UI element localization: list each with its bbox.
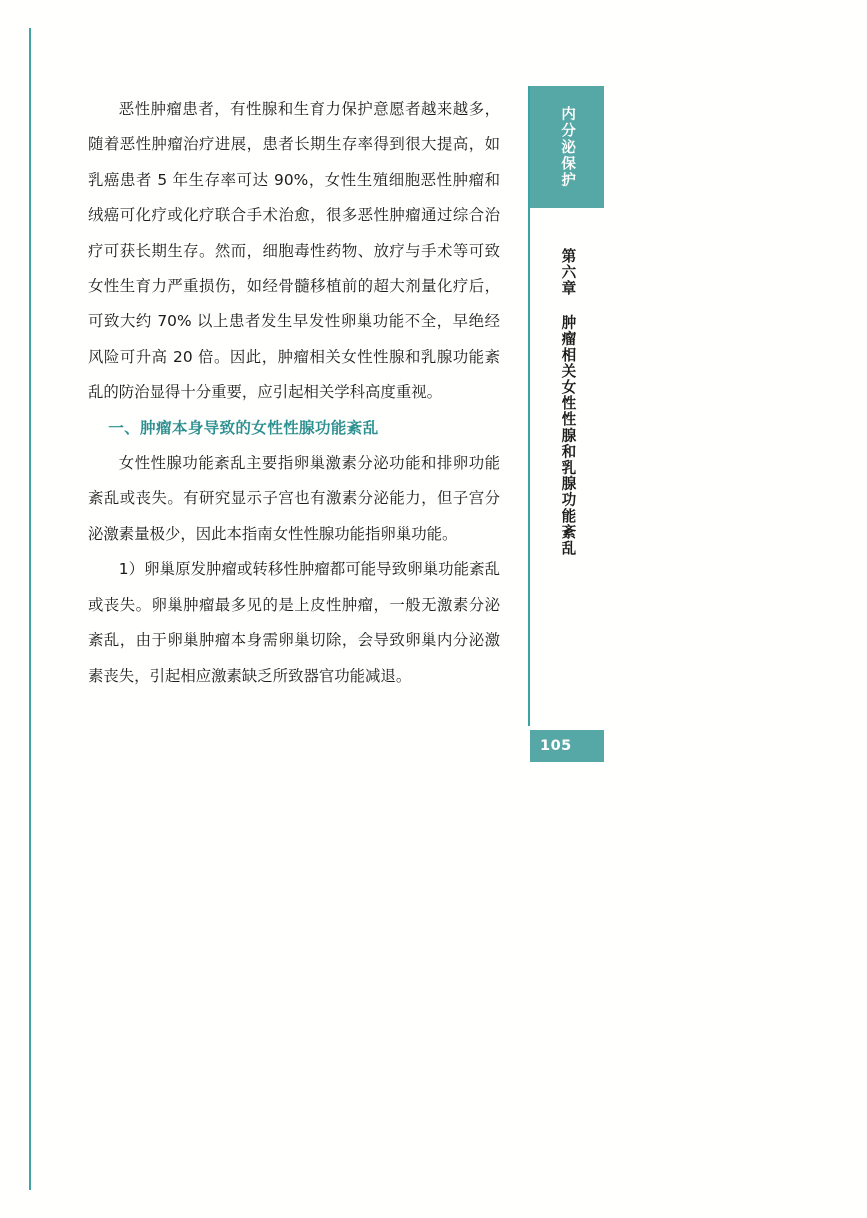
side-chapter-title	[530, 248, 604, 556]
paragraph-item-1: 1）卵巢原发肿瘤或转移性肿瘤都可能导致卵巢功能紊乱或丧失。卵巢肿瘤最多见的是上皮性肿瘤，一般无激素分泌紊乱，由于卵巢肿瘤本身需卵巢切除，会导致卵巢内分泌激素丧失，引起相应激素缺乏所致器官功能减退。	[88, 560, 500, 685]
side-tab-text: 内分泌保护	[559, 105, 576, 189]
side-chapter-text: 第六章 肿瘤相关女性性腺和乳腺功能紊乱	[559, 248, 577, 557]
section-heading: 一、肿瘤本身导致的女性性腺功能紊乱	[108, 418, 379, 437]
paragraph-gonad-definition: 女性性腺功能紊乱主要指卵巢激素分泌功能和排卵功能紊乱或丧失。有研究显示子宫也有激素分泌能力，但子宫分泌激素量极少，因此本指南女性性腺功能指卵巢功能。	[88, 454, 500, 543]
page-number-badge	[530, 730, 604, 762]
page-number-text: 105	[540, 738, 572, 754]
body-text-column	[88, 92, 500, 694]
paragraph-intro: 恶性肿瘤患者，有性腺和生育力保护意愿者越来越多，随着恶性肿瘤治疗进展，患者长期生存率得到很大提高，如乳癌患者 5 年生存率可达 90%，女性生殖细胞恶性肿瘤和绒癌可化疗或化疗联合手术治愈，很多恶性肿瘤通过综合治疗可获长期生存。然而，细胞毒性药物、放疗与手术等可致女性生育力严重损伤，如经骨髓移植前的超大剂量化疗后，可致大约 70% 以上患者发生早发性卵巢功能不全，早绝经风险可升高 20 倍。因此，肿瘤相关女性性腺和乳腺功能紊乱的防治显得十分重要，应引起相关学科高度重视。	[88, 100, 500, 402]
left-margin-rule	[29, 28, 31, 1190]
side-tab-section-label	[530, 86, 604, 208]
